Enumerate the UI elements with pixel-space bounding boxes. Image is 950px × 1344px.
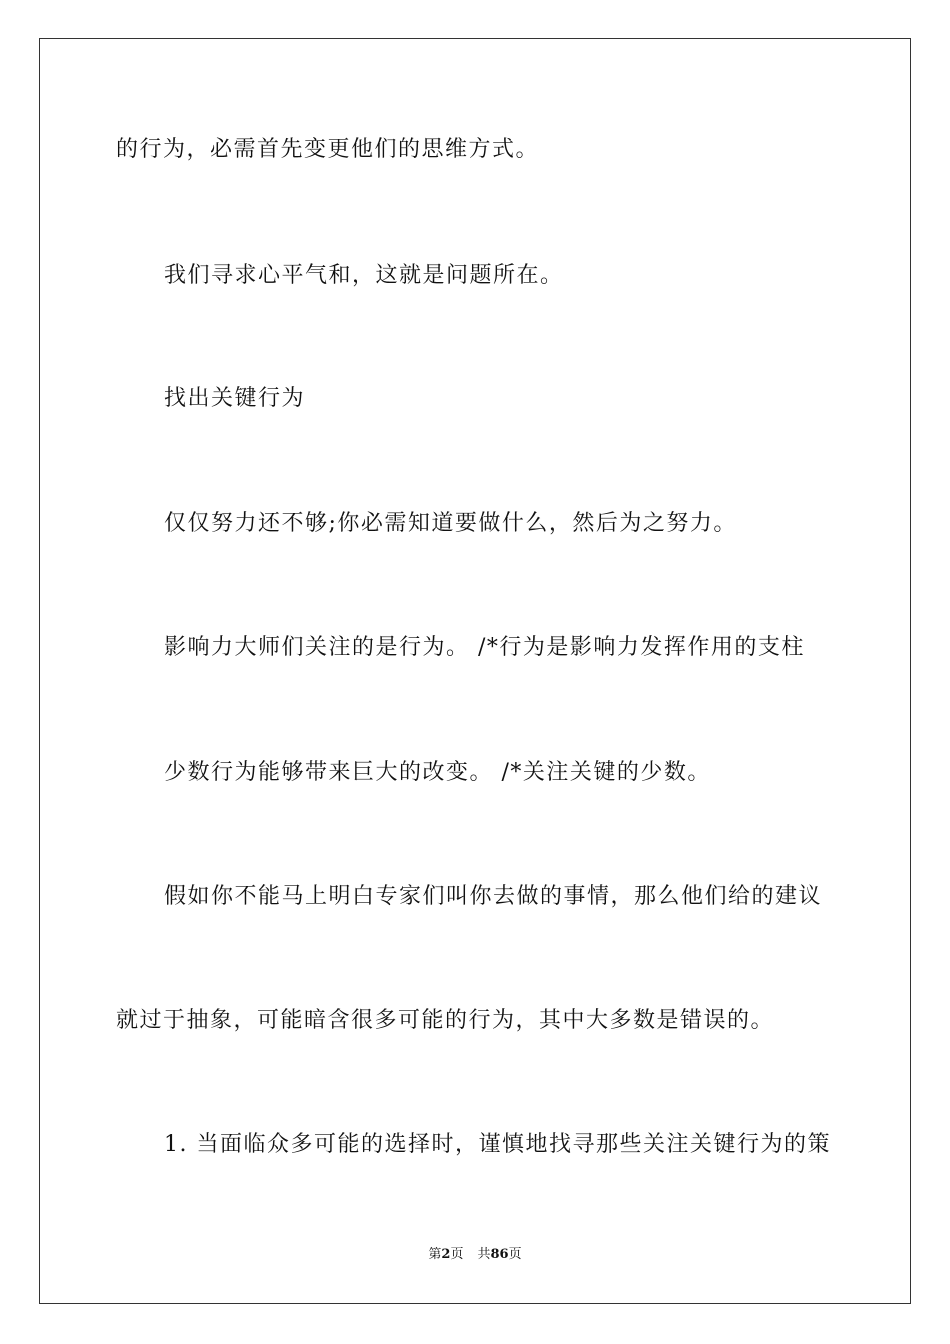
total-prefix: 共 [477, 1247, 491, 1262]
page-current: 2 [441, 1247, 451, 1262]
section-heading: 找出关键行为 [164, 386, 306, 411]
paragraph-line-6: 少数行为能够带来巨大的改变。 /*关注关键的少数。 [164, 760, 711, 785]
page-footer [0, 1246, 950, 1264]
page-total: 86 [490, 1247, 509, 1262]
paragraph-line-1: 的行为，必需首先变更他们的思维方式。 [116, 137, 540, 162]
paragraph-line-7: 假如你不能马上明白专家们叫你去做的事情，那么他们给的建议 [164, 884, 823, 909]
total-suffix: 页 [508, 1247, 522, 1262]
paragraph-line-2: 我们寻求心平气和，这就是问题所在。 [164, 263, 564, 288]
paragraph-line-5: 影响力大师们关注的是行为。 /*行为是影响力发挥作用的支柱 [164, 635, 805, 660]
paragraph-line-8: 就过于抽象，可能暗含很多可能的行为，其中大多数是错误的。 [116, 1008, 775, 1033]
page-suffix: 页 [450, 1247, 464, 1262]
page-border [39, 38, 911, 1304]
page-prefix: 第 [428, 1247, 442, 1262]
paragraph-line-4: 仅仅努力还不够;你必需知道要做什么，然后为之努力。 [164, 511, 737, 536]
list-item-1: 1. 当面临众多可能的选择时，谨慎地找寻那些关注关键行为的策 [164, 1132, 831, 1157]
